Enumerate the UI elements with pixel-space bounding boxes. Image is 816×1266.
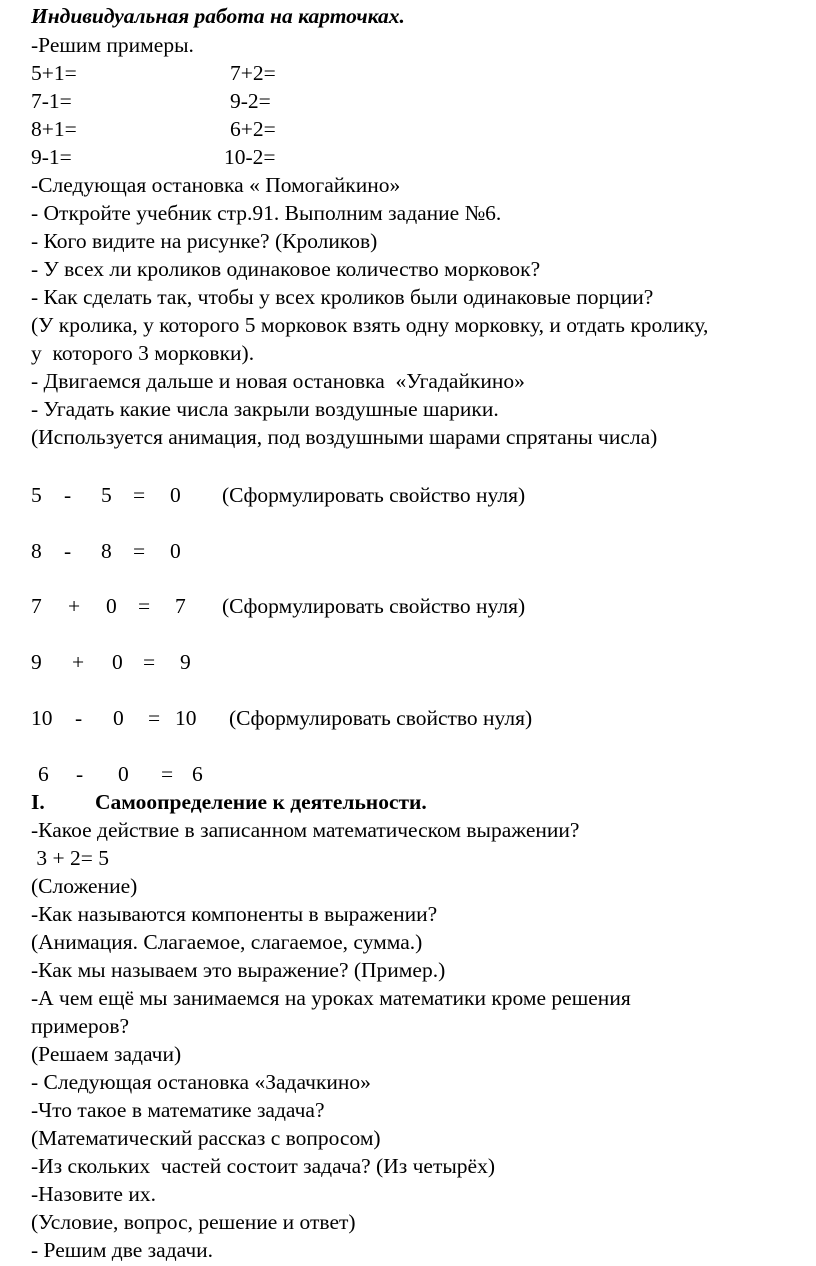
text-line: у которого 3 морковки). [31,341,255,365]
equation-note: (Сформулировать свойство нуля) [222,594,526,618]
text-line: - У всех ли кроликов одинаковое количество морковок? [31,257,541,281]
equation-a: 5 [31,483,42,507]
equation-a: 7 [31,594,42,618]
equation-result: 0 [170,539,181,563]
example-left: 9-1= [31,145,72,169]
text-line: 3 + 2= 5 [31,846,110,870]
text-line: - Откройте учебник стр.91. Выполним задание №6. [31,201,502,225]
equation-b: 8 [101,539,112,563]
example-left: 5+1= [31,61,77,85]
text-line: (У кролика, у которого 5 морковок взять одну морковку, и отдать кролику, [31,313,709,337]
equation-b: 0 [106,594,117,618]
section-title: Самоопределение к деятельности. [95,790,427,814]
equation-eq: = [148,706,161,730]
equation-a: 8 [31,539,42,563]
text-line: (Условие, вопрос, решение и ответ) [31,1210,356,1234]
text-line: -Что такое в математике задача? [31,1098,325,1122]
equation-eq: = [133,483,146,507]
text-line: (Используется анимация, под воздушными шарами спрятаны числа) [31,425,658,449]
example-right: 6+2= [230,117,276,141]
text-line: -А чем ещё мы занимаемся на уроках математики кроме решения [31,986,631,1010]
text-line: - Решим две задачи. [31,1238,214,1262]
equation-note: (Сформулировать свойство нуля) [222,483,526,507]
equation-note: (Сформулировать свойство нуля) [229,706,533,730]
card-work-title: Индивидуальная работа на карточках. [31,4,405,28]
text-line: -Из скольких частей состоит задача? (Из четырёх) [31,1154,496,1178]
equation-eq: = [133,539,146,563]
text-line: (Математический рассказ с вопросом) [31,1126,381,1150]
text-line: (Решаем задачи) [31,1042,182,1066]
equation-result: 9 [180,650,191,674]
equation-eq: = [161,762,174,786]
text-line: - Кого видите на рисунке? (Кроликов) [31,229,378,253]
equation-op: - [76,762,84,786]
equation-b: 0 [112,650,123,674]
section-number: I. [31,790,45,814]
equation-op: - [64,539,72,563]
text-line: -Назовите их. [31,1182,156,1206]
equation-a: 9 [31,650,42,674]
equation-b: 0 [118,762,129,786]
equation-a: 6 [38,762,49,786]
text-line: -Как мы называем это выражение? (Пример.) [31,958,446,982]
equation-op: - [75,706,83,730]
equation-op: + [72,650,85,674]
text-line: примеров? [31,1014,130,1038]
text-line: -Какое действие в записанном математическом выражении? [31,818,580,842]
equation-b: 5 [101,483,112,507]
text-line: (Анимация. Слагаемое, слагаемое, сумма.) [31,930,423,954]
text-line: - Угадать какие числа закрыли воздушные шарики. [31,397,499,421]
text-line: (Сложение) [31,874,138,898]
equation-eq: = [138,594,151,618]
text-line: - Как сделать так, чтобы у всех кроликов были одинаковые порции? [31,285,654,309]
equation-result: 6 [192,762,203,786]
equation-result: 10 [175,706,197,730]
intro-line: -Решим примеры. [31,33,194,57]
equation-b: 0 [113,706,124,730]
text-line: -Следующая остановка « Помогайкино» [31,173,401,197]
example-right: 10-2= [224,145,276,169]
text-line: -Как называются компоненты в выражении? [31,902,438,926]
equation-result: 7 [175,594,186,618]
equation-a: 10 [31,706,53,730]
equation-eq: = [143,650,156,674]
example-right: 7+2= [230,61,276,85]
example-left: 7-1= [31,89,72,113]
equation-result: 0 [170,483,181,507]
equation-op: - [64,483,72,507]
equation-op: + [68,594,81,618]
example-left: 8+1= [31,117,77,141]
text-line: - Следующая остановка «Задачкино» [31,1070,371,1094]
text-line: - Двигаемся дальше и новая остановка «Угадайкино» [31,369,525,393]
example-right: 9-2= [230,89,271,113]
